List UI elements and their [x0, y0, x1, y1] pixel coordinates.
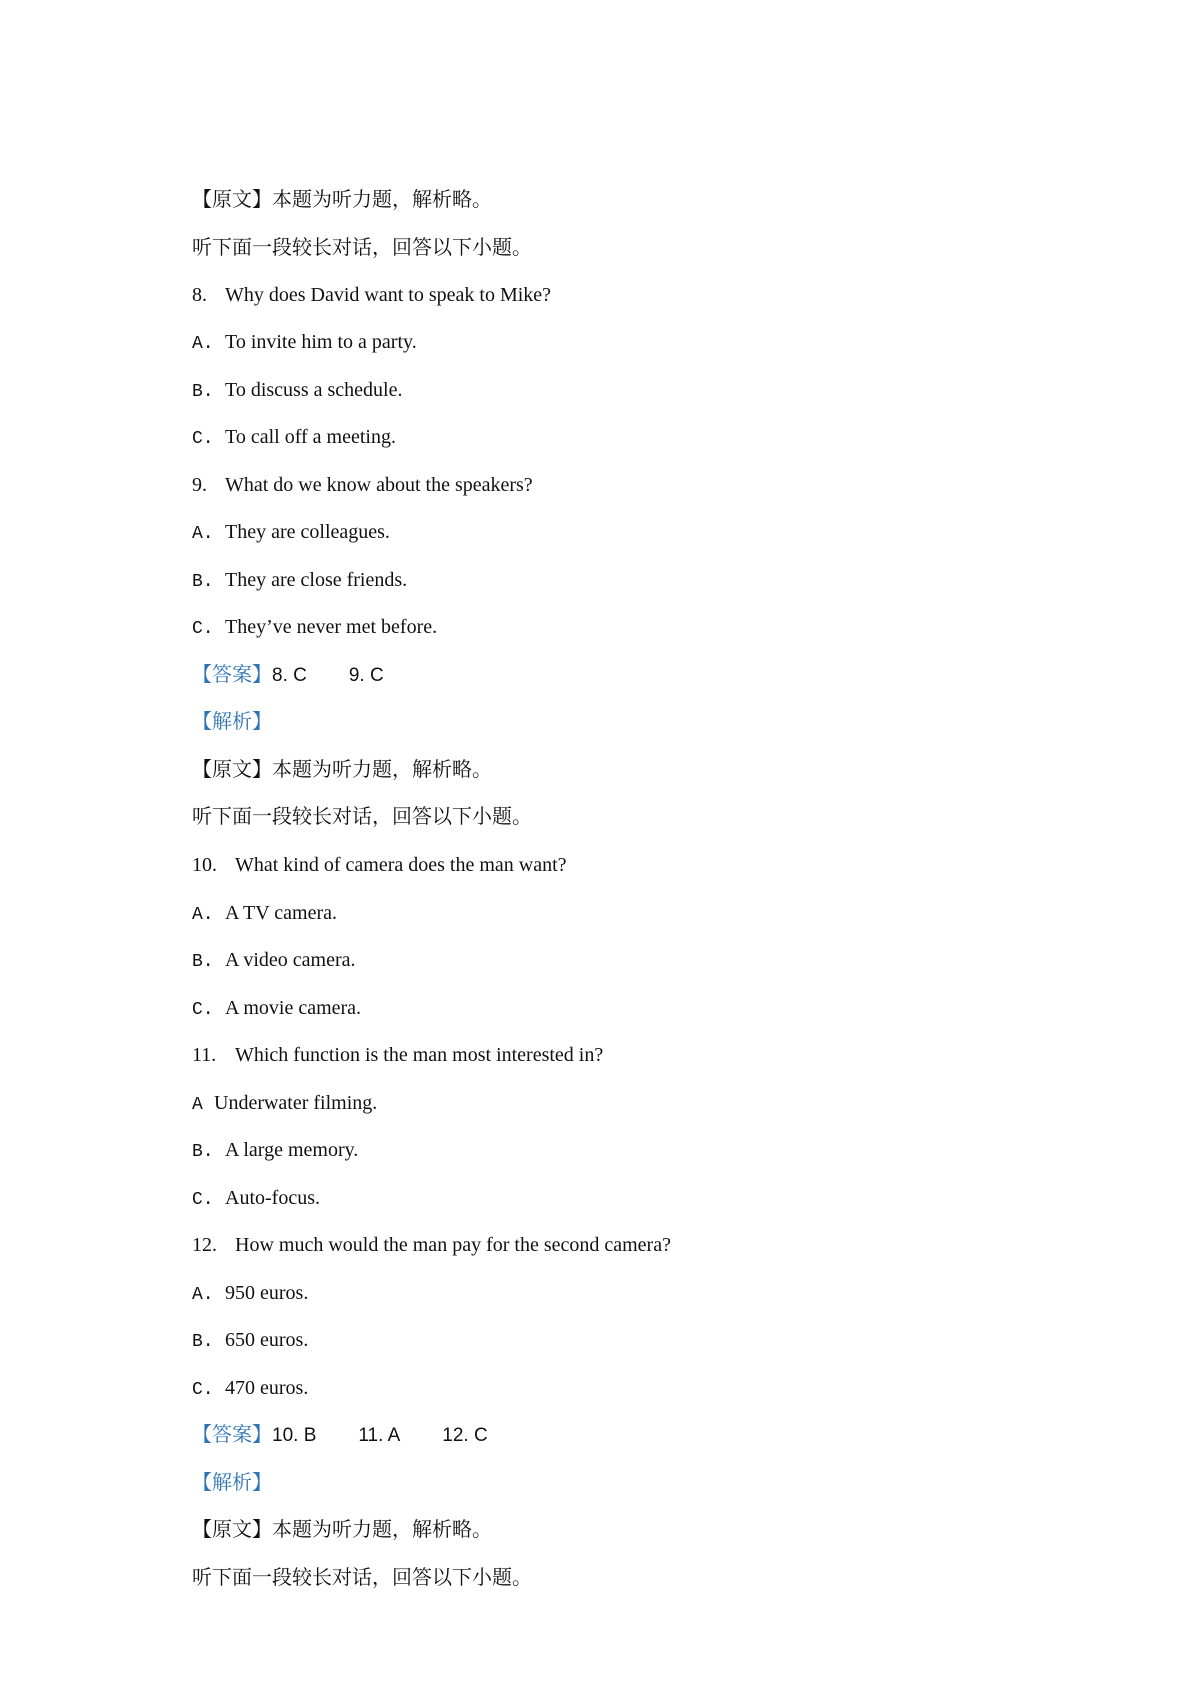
question-11-option-c: [172, 1153, 320, 1210]
question-11-option-a: [172, 1058, 378, 1115]
answer-item: 9. C: [348, 665, 384, 686]
original-text-note: [172, 725, 492, 781]
question-8-option-a: [172, 297, 417, 354]
option-label: C.: [192, 429, 214, 449]
paragraph-text: 听下面一段较长对话，回答以下小题。: [192, 237, 532, 259]
question-10-option-c: [172, 963, 362, 1020]
listening-instruction: [172, 1533, 532, 1589]
question-9-option-c: [172, 582, 438, 639]
question-8: [172, 250, 552, 306]
question-9: [172, 440, 533, 496]
option-label: B.: [192, 572, 214, 592]
answer-label: 【答案】: [192, 664, 272, 686]
option-label: C.: [192, 619, 214, 639]
question-9-option-a: [172, 487, 390, 544]
answer-item: 12. C: [442, 1425, 488, 1446]
option-label: A.: [192, 1285, 214, 1305]
analysis-label: 【解析】: [192, 1472, 272, 1494]
option-text: They’ve never met before.: [225, 616, 438, 638]
option-text: To call off a meeting.: [225, 426, 396, 448]
option-text: Underwater filming.: [214, 1092, 378, 1114]
listening-instruction: [172, 772, 532, 828]
question-number: 8.: [192, 284, 207, 306]
paragraph-text: 【原文】本题为听力题，解析略。: [192, 189, 492, 211]
option-text: A TV camera.: [225, 902, 338, 924]
option-text: A movie camera.: [225, 997, 362, 1019]
original-text-note: [172, 155, 492, 211]
option-text: To invite him to a party.: [225, 331, 417, 353]
option-label: A.: [192, 334, 214, 354]
question-12-option-c: [172, 1343, 309, 1400]
question-10-option-b: [172, 915, 356, 972]
option-label: C.: [192, 1380, 214, 1400]
analysis-heading: [172, 677, 272, 733]
option-text: To discuss a schedule.: [225, 379, 403, 401]
option-label: B.: [192, 382, 214, 402]
question-8-option-c: [172, 392, 396, 449]
option-label: B.: [192, 1332, 214, 1352]
question-12: [172, 1200, 671, 1256]
question-text: How much would the man pay for the second camera?: [235, 1234, 671, 1256]
option-label: B.: [192, 952, 214, 972]
answer-item: 11. A: [358, 1425, 401, 1446]
answer-item: 8. C: [272, 665, 307, 686]
option-label: A: [192, 1095, 203, 1115]
answer-item: 10. B: [272, 1425, 317, 1446]
question-text: Which function is the man most interested in?: [235, 1044, 604, 1066]
option-text: They are colleagues.: [225, 521, 390, 543]
paragraph-text: 【原文】本题为听力题，解析略。: [192, 759, 492, 781]
answer-label: 【答案】: [192, 1424, 272, 1446]
listening-instruction: [172, 203, 532, 259]
question-number: 9.: [192, 474, 207, 496]
paragraph-text: 【原文】本题为听力题，解析略。: [192, 1519, 492, 1541]
paragraph-text: 听下面一段较长对话，回答以下小题。: [192, 1567, 532, 1589]
question-number: 11.: [192, 1044, 217, 1066]
original-text-note: [172, 1485, 492, 1541]
option-label: C.: [192, 1190, 214, 1210]
question-number: 12.: [192, 1234, 217, 1256]
analysis-heading: [172, 1438, 272, 1494]
option-text: 950 euros.: [225, 1282, 309, 1304]
analysis-label: 【解析】: [192, 711, 272, 733]
question-12-option-a: [172, 1248, 309, 1305]
option-text: 650 euros.: [225, 1329, 309, 1351]
option-label: A.: [192, 524, 214, 544]
question-11-option-b: [172, 1105, 359, 1162]
question-number: 10.: [192, 854, 217, 876]
option-text: A large memory.: [225, 1139, 359, 1161]
question-9-option-b: [172, 535, 408, 592]
option-label: A.: [192, 905, 214, 925]
question-8-option-b: [172, 345, 403, 402]
option-text: 470 euros.: [225, 1377, 309, 1399]
paragraph-text: 听下面一段较长对话，回答以下小题。: [192, 806, 532, 828]
question-text: What do we know about the speakers?: [225, 474, 533, 496]
answer-line-10-12: [172, 1390, 488, 1446]
option-text: A video camera.: [225, 949, 356, 971]
option-text: Auto-focus.: [225, 1187, 320, 1209]
question-10: [172, 820, 567, 876]
question-text: Why does David want to speak to Mike?: [225, 284, 552, 306]
answer-line-8-9: [172, 630, 384, 686]
option-text: They are close friends.: [225, 569, 408, 591]
option-label: B.: [192, 1142, 214, 1162]
question-text: What kind of camera does the man want?: [235, 854, 567, 876]
question-10-option-a: [172, 868, 338, 925]
question-11: [172, 1010, 604, 1066]
question-12-option-b: [172, 1295, 309, 1352]
option-label: C.: [192, 1000, 214, 1020]
